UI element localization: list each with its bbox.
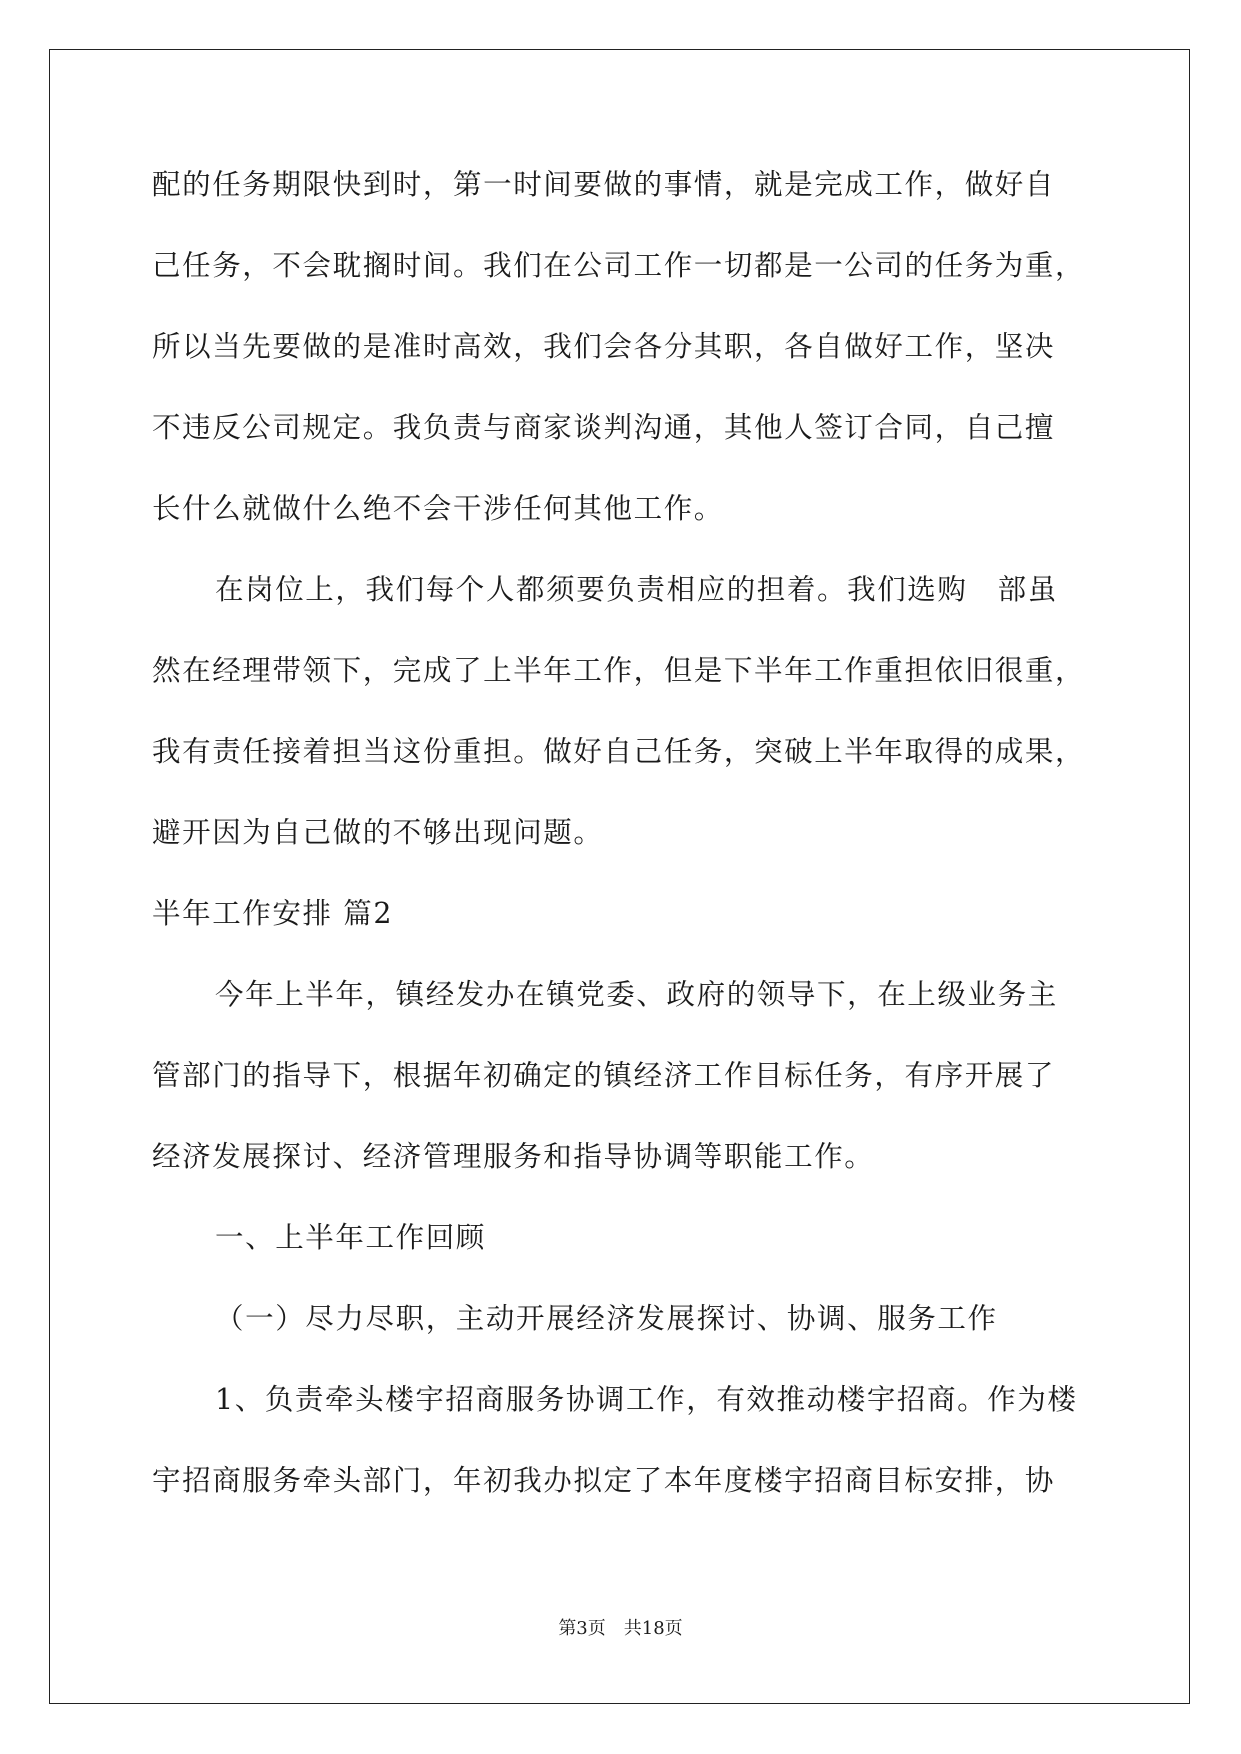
document-body: [152, 165, 1092, 1542]
text-line: 所以当先要做的是准时高效，我们会各分其职，各自做好工作，坚决: [152, 330, 1056, 363]
text-line: 宇招商服务牵头部门，年初我办拟定了本年度楼宇招商目标安排，协: [152, 1464, 1056, 1497]
text-line: 我有责任接着担当这份重担。做好自己任务，突破上半年取得的成果，: [152, 735, 1086, 768]
text-line: 管部门的指导下，根据年初确定的镇经济工作目标任务，有序开展了: [152, 1059, 1056, 1092]
text-line: 配的任务期限快到时，第一时间要做的事情，就是完成工作，做好自: [152, 168, 1056, 201]
text-line: 避开因为自己做的不够出现问题。: [152, 816, 604, 849]
text-line: 长什么就做什么绝不会干涉任何其他工作。: [152, 492, 724, 525]
text-line: 今年上半年，镇经发办在镇党委、政府的领导下，在上级业务主: [215, 978, 1058, 1011]
text-line: 在岗位上，我们每个人都须要负责相应的担着。我们选购 部虽: [215, 573, 1058, 606]
subsection-heading: （一）尽力尽职，主动开展经济发展探讨、协调、服务工作: [215, 1302, 998, 1335]
section-heading: 半年工作安排 篇2: [152, 897, 394, 930]
text-line: 然在经理带领下，完成了上半年工作，但是下半年工作重担依旧很重，: [152, 654, 1086, 687]
text-line: 1、负责牵头楼宇招商服务协调工作，有效推动楼宇招商。作为楼: [215, 1383, 1078, 1416]
text-line: 经济发展探讨、经济管理服务和指导协调等职能工作。: [152, 1140, 875, 1173]
subsection-heading: 一、上半年工作回顾: [215, 1221, 486, 1254]
text-line: 不违反公司规定。我负责与商家谈判沟通，其他人签订合同，自己擅: [152, 411, 1056, 444]
page-number: 第3页 共18页: [558, 1618, 683, 1639]
text-line: 己任务，不会耽搁时间。我们在公司工作一切都是一公司的任务为重，: [152, 249, 1086, 282]
